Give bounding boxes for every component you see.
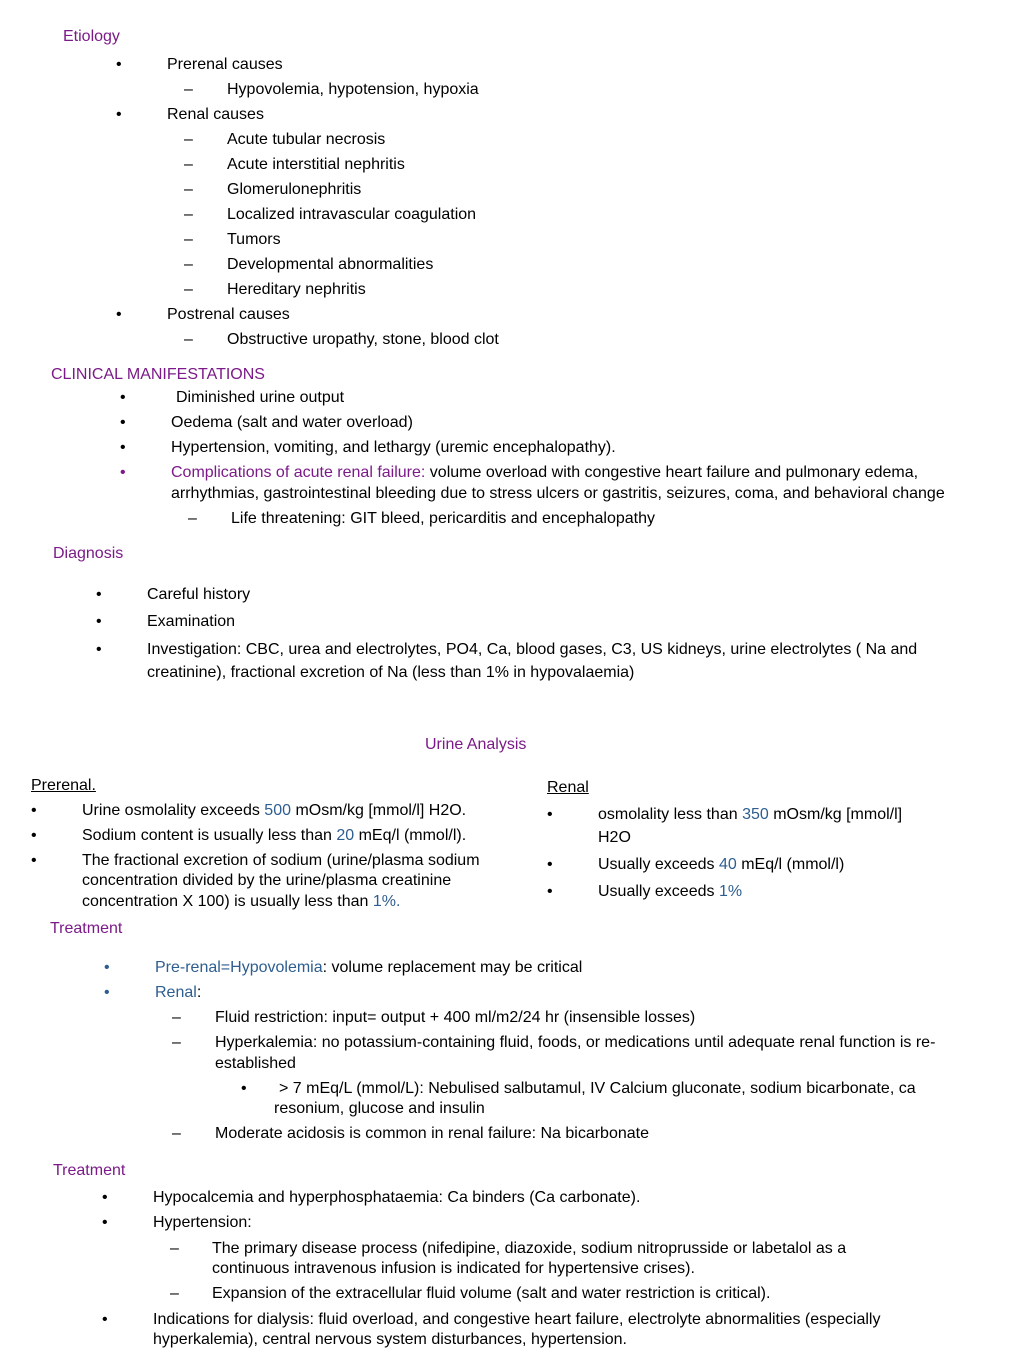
dash: – (184, 156, 193, 173)
clinical-heading: CLINICAL MANIFESTATIONS (51, 366, 265, 383)
complications-line-1 (171, 463, 918, 483)
dash: – (184, 131, 193, 148)
renal-column-label: Renal (547, 779, 589, 796)
bullet: • (102, 1189, 108, 1206)
prerenal-item-3-line-2: concentration divided by the urine/plasma creatinine (82, 872, 452, 889)
renal-item-3: Usually exceeds 1% (598, 883, 743, 900)
bullet: • (96, 586, 102, 603)
treatment-heading-2: Treatment (53, 1162, 126, 1179)
dash: – (170, 1285, 179, 1302)
dash: – (172, 1009, 181, 1026)
bullet: • (102, 1214, 108, 1231)
potassium-gt7-line-1: > 7 mEq/L (mmol/L): Nebulised salbutamul, IV Calcium gluconate, sodium bicarbonate, ca (279, 1080, 916, 1097)
etiology-heading: Etiology (63, 28, 120, 45)
complications-text: volume overload with congestive heart failure and pulmonary edema, (425, 464, 919, 481)
bullet: • (104, 959, 110, 976)
value-highlight: 1%. (372, 893, 401, 910)
list-item: Acute tubular necrosis (227, 131, 386, 148)
prerenal-item-3-line-1: The fractional excretion of sodium (urine/plasma sodium (82, 852, 480, 869)
list-item: Obstructive uropathy, stone, blood clot (227, 331, 499, 348)
postrenal-causes-label: Postrenal causes (167, 306, 290, 323)
hyperkalemia-line-1: Hyperkalemia: no potassium-containing fluid, foods, or medications until adequate renal function is re- (215, 1034, 936, 1051)
list-item: Hypovolemia, hypotension, hypoxia (227, 81, 479, 98)
list-item: Hereditary nephritis (227, 281, 366, 298)
renal-item-2: Usually exceeds 40 mEq/l (mmol/l) (598, 856, 845, 873)
investigation-line-1: Investigation: CBC, urea and electrolytes, PO4, Ca, blood gases, C3, US kidneys, urine electrolytes ( Na and (147, 641, 918, 658)
bullet: • (31, 827, 37, 844)
dash: – (184, 281, 193, 298)
renal-treatment-item: Renal: (155, 984, 202, 1001)
renal-item-1-line-2: H2O (598, 829, 631, 846)
dash: – (170, 1240, 179, 1257)
bullet: • (547, 856, 553, 873)
renal-causes-label: Renal causes (167, 106, 264, 123)
hyperkalemia-line-2: established (215, 1055, 296, 1072)
bullet: • (31, 802, 37, 819)
potassium-gt7-line-2: resonium, glucose and insulin (274, 1100, 485, 1117)
dash: – (184, 81, 193, 98)
bullet: • (120, 389, 126, 406)
life-threatening-item: Life threatening: GIT bleed, pericarditis and encephalopathy (231, 510, 655, 527)
bullet: • (116, 56, 122, 73)
bullet: • (241, 1080, 247, 1097)
bullet: • (96, 641, 102, 658)
list-item: Developmental abnormalities (227, 256, 434, 273)
dash: – (172, 1034, 181, 1051)
bullet: • (547, 883, 553, 900)
prerenal-column-label: Prerenal. (31, 777, 96, 794)
dash: – (184, 206, 193, 223)
list-item: Localized intravascular coagulation (227, 206, 477, 223)
primary-disease-line-1: The primary disease process (nifedipine, diazoxide, sodium nitroprusside or labetalol as a (212, 1240, 847, 1257)
primary-disease-line-2: continuous intravenous infusion is indicated for hypertensive crises). (212, 1260, 695, 1277)
bullet: • (102, 1311, 108, 1328)
bullet: • (116, 106, 122, 123)
dash: – (184, 181, 193, 198)
list-item: Acute interstitial nephritis (227, 156, 405, 173)
renal-item-1: osmolality less than 350 mOsm/kg [mmol/l] (598, 806, 903, 823)
treatment-heading-1: Treatment (50, 920, 123, 937)
list-item: Diminished urine output (176, 389, 345, 406)
value-highlight: 1% (718, 883, 743, 900)
bullet: • (120, 439, 126, 456)
expansion-item: Expansion of the extracellular fluid volume (salt and water restriction is critical). (212, 1285, 771, 1302)
complications-label: Complications of acute renal failure: (171, 464, 426, 481)
investigation-line-2: creatinine), fractional excretion of Na (less than 1% in hypovalaemia) (147, 664, 635, 681)
acidosis-item: Moderate acidosis is common in renal failure: Na bicarbonate (215, 1125, 649, 1142)
fluid-restriction-item: Fluid restriction: input= output + 400 ml/m2/24 hr (insensible losses) (215, 1009, 696, 1026)
bullet: • (31, 852, 37, 869)
value-highlight: 500 (264, 802, 291, 819)
renal-treatment-label: Renal (155, 984, 197, 1001)
bullet: • (116, 306, 122, 323)
list-item: Glomerulonephritis (227, 181, 362, 198)
dash: – (184, 256, 193, 273)
bullet: • (120, 414, 126, 431)
prerenal-treatment-item: Pre-renal=Hypovolemia: volume replacement may be critical (155, 959, 583, 976)
list-item: Hypertension, vomiting, and lethargy (uremic encephalopathy). (171, 439, 616, 456)
dialysis-line-2: hyperkalemia), central nervous system disturbances, hypertension. (153, 1331, 627, 1348)
prerenal-item-2: Sodium content is usually less than 20 mEq/l (mmol/l). (82, 827, 467, 844)
bullet: • (547, 806, 553, 823)
dash: – (184, 331, 193, 348)
hypocalcemia-item: Hypocalcemia and hyperphosphataemia: Ca binders (Ca carbonate). (153, 1189, 641, 1206)
hypertension-item: Hypertension: (153, 1214, 252, 1231)
dash: – (184, 231, 193, 248)
list-item: Tumors (227, 231, 281, 248)
bullet: • (120, 464, 126, 481)
prerenal-item-3-line-3: concentration X 100) is usually less than 1%. (82, 893, 401, 910)
bullet: • (104, 984, 110, 1001)
value-highlight: 40 (718, 856, 737, 873)
prerenal-treatment-label: Pre-renal=Hypovolemia (155, 959, 323, 976)
value-highlight: 20 (336, 827, 355, 844)
urine-analysis-heading: Urine Analysis (425, 736, 527, 753)
dialysis-line-1: Indications for dialysis: fluid overload, and congestive heart failure, electrolyte abnormalities (especially (153, 1311, 881, 1328)
prerenal-item-1: Urine osmolality exceeds 500 mOsm/kg [mmol/l] H2O. (82, 802, 467, 819)
value-highlight: 350 (742, 806, 769, 823)
bullet: • (96, 613, 102, 630)
dash: – (188, 510, 197, 527)
diagnosis-heading: Diagnosis (53, 545, 124, 562)
prerenal-causes-label: Prerenal causes (167, 56, 283, 73)
dash: – (172, 1125, 181, 1142)
list-item: Careful history (147, 586, 251, 603)
list-item: Examination (147, 613, 236, 630)
list-item: Oedema (salt and water overload) (171, 414, 413, 431)
complications-line-2: arrhythmias, gastrointestinal bleeding due to stress ulcers or gastritis, seizures, coma, and behavioral change (171, 485, 945, 502)
